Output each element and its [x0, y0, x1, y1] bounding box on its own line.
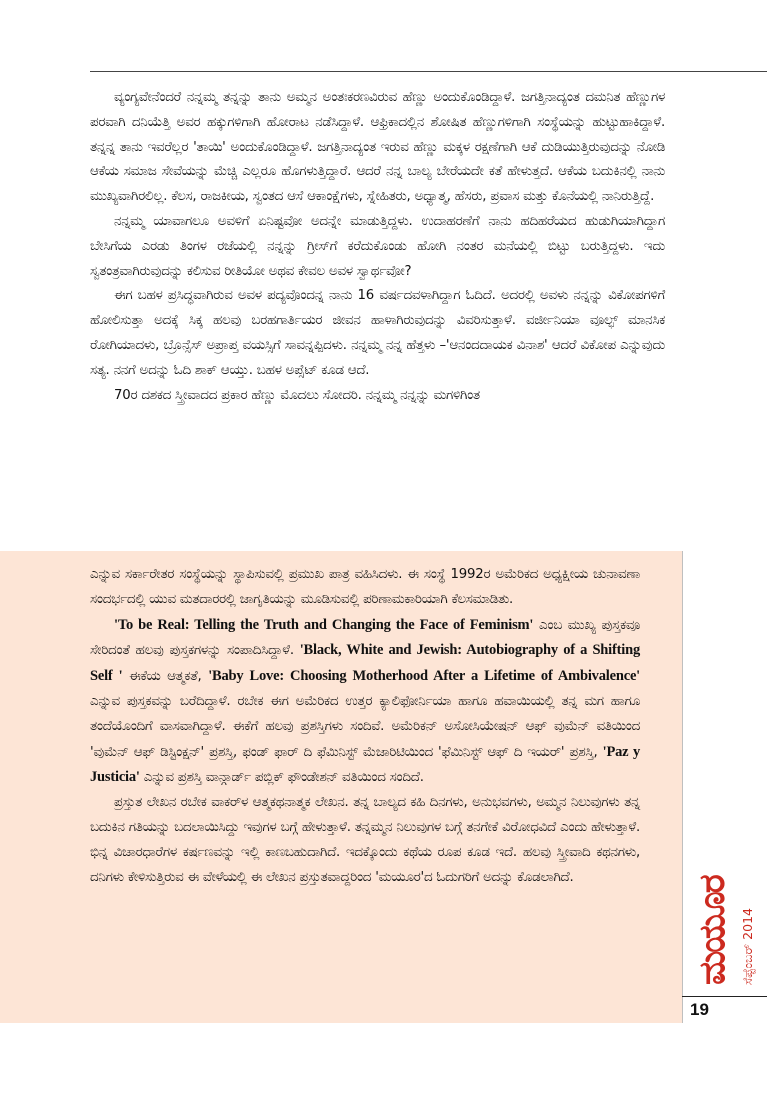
page-number: 19 — [690, 1000, 709, 1019]
page-number-rule — [682, 996, 767, 997]
author-bio-text — [90, 563, 640, 890]
paragraph: ವ್ಯಂಗ್ಯವೇನೆಂದರೆ ನನ್ನಮ್ಮ ತನ್ನನ್ನು ತಾನು ಅಮ್ಮನ ಅಂತಃಕರಣವಿರುವ ಹೆಣ್ಣು ಅಂದುಕೊಂಡಿದ್ದಾಳೆ. ಜಗತ್ತಿನಾದ್ಯಂತ ದಮನಿತ ಹೆಣ್ಣುಗಳ ಪರವಾಗಿ ದನಿಯೆತ್ತಿ ಅವರ ಹಕ್ಕುಗಳಿಗಾಗಿ ಹೋರಾಟ ನಡೆಸಿದ್ದಾಳೆ. ಆಫ್ರಿಕಾದಲ್ಲಿನ ಶೋಷಿತ ಹೆಣ್ಣುಗಳಿಗಾಗಿ ಸಂಸ್ಥೆಯನ್ನು ಹುಟ್ಟುಹಾಕಿದ್ದಾಳೆ. ತನ್ನನ್ನ ತಾನು ಇವರೆಲ್ಲರ 'ತಾಯಿ' ಅಂದುಕೊಂಡಿದ್ದಾಳೆ. ಜಗತ್ತಿನಾದ್ಯಂತ ಇರುವ ಹೆಣ್ಣು ಮಕ್ಕಳ ರಕ್ಷಣೆಗಾಗಿ ಆಕೆ ದುಡಿಯುತ್ತಿರುವುದನ್ನು ನೋಡಿ ಆಕೆಯ ಸಮಾಜ ಸೇವೆಯನ್ನು ಮೆಚ್ಚಿ ಎಲ್ಲರೂ ಹೊಗಳುತ್ತಿದ್ದಾರೆ. ಆದರೆ ನನ್ನ ಬಾಲ್ಯ ಬೇರೆಯದೇ ಕತೆ ಹೇಳುತ್ತದೆ. ಆಕೆಯ ಬದುಕಿನಲ್ಲಿ ನಾನು ಮುಖ್ಯವಾಗಿರಲಿಲ್ಲ. ಕೆಲಸ, ರಾಜಕೀಯ, ಸ್ವಂತದ ಆಸೆ ಆಕಾಂಕ್ಷೆಗಳು, ಸ್ನೇಹಿತರು, ಅಧ್ಯಾತ್ಮ, ಹೆಸರು, ಪ್ರವಾಸ ಮತ್ತು ಕೊನೆಯಲ್ಲಿ ನಾನಿರುತ್ತಿದ್ದೆ. — [90, 90, 665, 205]
bio-text: ಎಂಬ ಮುಖ್ಯ ಪುಸ್ತಕವೂ ಸೇರಿದಂತೆ ಹಲವು ಪುಸ್ತಕಗಳನ್ನು ಸಂಪಾದಿಸಿದ್ದಾಳೆ. — [90, 617, 640, 659]
paragraph: 70ರ ದಶಕದ ಸ್ತ್ರೀವಾದದ ಪ್ರಕಾರ ಹೆಣ್ಣು ಮೊದಲು ಸೋದರಿ. ನನ್ನಮ್ಮ ನನ್ನನ್ನು ಮಗಳಿಗಿಂತ — [114, 387, 480, 403]
bio-paragraph: ಎನ್ನುವ ಸರ್ಕಾರೇತರ ಸಂಸ್ಥೆಯನ್ನು ಸ್ಥಾಪಿಸುವಲ್ಲಿ ಪ್ರಮುಖ ಪಾತ್ರ ವಹಿಸಿದಳು. ಈ ಸಂಸ್ಥೆ 1992ರ ಅಮೆರಿಕದ ಅಧ್ಯಕ್ಷೀಯ ಚುನಾವಣಾ ಸಂದರ್ಭದಲ್ಲಿ ಯುವ ಮತದಾರರಲ್ಲಿ ಜಾಗೃತಿಯನ್ನು ಮೂಡಿಸುವಲ್ಲಿ ಪರಿಣಾಮಕಾರಿಯಾಗಿ ಕೆಲಸಮಾಡಿತು. — [90, 567, 640, 607]
article-body-upper — [90, 86, 665, 408]
paragraph: ಈಗ ಬಹಳ ಪ್ರಸಿದ್ಧವಾಗಿರುವ ಅವಳ ಪದ್ಯವೊಂದನ್ನ ನಾನು 16 ವರ್ಷದವಳಾಗಿದ್ದಾಗ ಓದಿದೆ. ಅದರಲ್ಲಿ ಅವಳು ನನ್ನನ್ನು ವಿಕೋಪಗಳಿಗೆ ಹೋಲಿಸುತ್ತಾ ಅದಕ್ಕೆ ಸಿಕ್ಕ ಹಲವು ಬರಹಗಾರ್ತಿಯರ ಜೀವನ ಹಾಳಾಗಿರುವುದನ್ನು ವಿವರಿಸುತ್ತಾಳೆ. ವರ್ಜೀನಿಯಾ ವೂಲ್ಫ್ ಮಾನಸಿಕ ರೋಗಿಯಾದಳು, ಬ್ರೊನ್ಸೆಸ್ ಅಪ್ರಾಪ್ತ ವಯಸ್ಸಿಗೆ ಸಾವನ್ನಪ್ಪಿದಳು. ನನ್ನಮ್ಮ ನನ್ನ ಹೆತ್ತಳು –'ಆನಂದದಾಯಕ ವಿನಾಶ' ಆದರೆ ವಿಕೋಪ ಎನ್ನುವುದು ಸತ್ಯ. ನನಗೆ ಅದನ್ನು ಓದಿ ಶಾಕ್ ಆಯ್ತು. ಬಹಳ ಅಪ್ಸೆಟ್ ಕೂಡ ಆದೆ. — [90, 288, 665, 378]
header-rule — [90, 71, 767, 72]
book-title: 'Baby Love: Choosing Motherhood After a Lifetime of Ambivalence' — [208, 668, 641, 685]
bio-text: ಈಕೆಯ ಆತ್ಮಕತೆ, — [122, 669, 209, 685]
margin-rule — [682, 551, 683, 1023]
bio-paragraph — [90, 613, 640, 792]
magazine-masthead — [684, 840, 764, 985]
magazine-logo: ಮಯೂರ — [692, 876, 733, 985]
bio-text: ಎನ್ನುವ ಪ್ರಶಸ್ತಿ ವಾನ್ಗಾರ್ಡ್ ಪಬ್ಲಿಕ್ ಫೌಂಡೇಶನ್ ವತಿಯಿಂದ ಸಂದಿದೆ. — [139, 770, 424, 786]
paragraph: ನನ್ನಮ್ಮ ಯಾವಾಗಲೂ ಅವಳಿಗೆ ಏನಿಷ್ಟವೋ ಅದನ್ನೇ ಮಾಡುತ್ತಿದ್ದಳು. ಉದಾಹರಣೆಗೆ ನಾನು ಹದಿಹರೆಯದ ಹುಡುಗಿಯಾಗಿದ್ದಾಗ ಬೇಸಿಗೆಯ ಎರಡು ತಿಂಗಳ ರಜೆಯಲ್ಲಿ ನನ್ನನ್ನು ಗ್ರೀಸ್‌ಗೆ ಕರೆದುಕೊಂಡು ಹೋಗಿ ನಂತರ ಮನೆಯಲ್ಲಿ ಬಿಟ್ಟು ಬರುತ್ತಿದ್ದಳು. ಇದು ಸ್ವತಂತ್ರವಾಗಿರುವುದನ್ನು ಕಲಿಸುವ ರೀತಿಯೋ ಅಥವ ಕೇವಲ ಅವಳ ಸ್ವಾರ್ಥವೋ? — [90, 213, 665, 279]
bio-paragraph: ಪ್ರಸ್ತುತ ಲೇಖನ ರಬೇಕ ವಾಕರ್‌ಳ ಆತ್ಮಕಥನಾತ್ಮಕ ಲೇಖನ. ತನ್ನ ಬಾಲ್ಯದ ಕಹಿ ದಿನಗಳು, ಅನುಭವಗಳು, ಅಮ್ಮನ ನಿಲುವುಗಳು ತನ್ನ ಬದುಕಿನ ಗತಿಯನ್ನು ಬದಲಾಯಿಸಿದ್ದು ಇವುಗಳ ಬಗ್ಗೆ ಹೇಳುತ್ತಾಳೆ. ತನ್ನಮ್ಮನ ನಿಲುವುಗಳ ಬಗ್ಗೆ ತನಗೇಕೆ ವಿರೋಧವಿದೆ ಎಂದು ಹೇಳುತ್ತಾಳೆ. ಭಿನ್ನ ವಿಚಾರಧಾರೆಗಳ ಕರ್ಷಣವನ್ನು ಇಲ್ಲಿ ಕಾಣಬಹುದಾಗಿದೆ. ಇದಕ್ಕೊಂದು ಕಥೆಯ ರೂಪ ಕೂಡ ಇದೆ. ಹಲವು ಸ್ತ್ರೀವಾದಿ ಕಥನಗಳು, ದನಿಗಳು ಕೇಳಿಸುತ್ತಿರುವ ಈ ವೇಳೆಯಲ್ಲಿ ಈ ಲೇಖನ ಪ್ರಸ್ತುತವಾದ್ದರಿಂದ 'ಮಯೂರ'ದ ಓದುಗರಿಗೆ ಅದನ್ನು ಕೊಡಲಾಗಿದೆ. — [90, 795, 640, 885]
author-bio-panel — [0, 551, 682, 1023]
award-title: 'Paz y Justicia' — [90, 743, 640, 786]
book-title: 'To be Real: Telling the Truth and Changing the Face of Feminism' — [114, 616, 534, 633]
issue-date: ಸೆಪ್ಟೆಂಬರ್ 2014 — [740, 908, 755, 985]
bio-text: ಎನ್ನುವ ಪುಸ್ತಕವನ್ನು ಬರೆದಿದ್ದಾಳೆ. ರಬೇಕ ಈಗ ಅಮೆರಿಕದ ಉತ್ತರ ಕ್ಯಾಲಿಫೋರ್ನಿಯಾ ಹಾಗೂ ಹವಾಯಿಯಲ್ಲಿ ತನ್ನ ಮಗ ಹಾಗೂ ತಂದೆಯೊಂದಿಗೆ ವಾಸವಾಗಿದ್ದಾಳೆ. ಈಕೆಗೆ ಹಲವು ಪ್ರಶಸ್ತಿಗಳು ಸಂದಿವೆ. ಅಮೆರಿಕನ್ ಅಸೋಸಿಯೇಷನ್ ಆಫ್ ವುಮೆನ್ ವತಿಯಿಂದ 'ವುಮೆನ್ ಆಫ್ ಡಿಸ್ಟಿಂಕ್ಷನ್' ಪ್ರಶಸ್ತಿ, ಫಂಡ್ ಫಾರ್ ದಿ ಫೆಮಿನಿಸ್ಟ್ ಮೆಜಾರಿಟಿಯಿಂದ 'ಫೆಮಿನಿಸ್ಟ್ ಆಫ್ ದಿ ಇಯರ್' ಪ್ರಶಸ್ತಿ, — [90, 693, 640, 760]
book-title: 'Black, White and Jewish: Autobiography of a Shifting Self ' — [90, 642, 641, 685]
